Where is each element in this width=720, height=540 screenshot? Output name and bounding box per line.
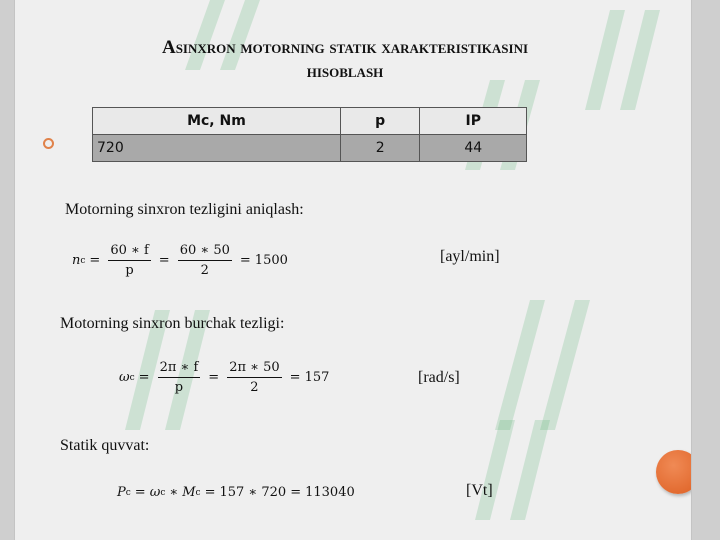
pc-expression: 157 ∗ 720 xyxy=(219,485,287,500)
wc-lhs-sub: c xyxy=(129,372,135,383)
nc-fraction-2: $\frac{60 ∗ 50}{2}$ xyxy=(179,243,230,278)
unit-pc: [Vt] xyxy=(466,482,493,499)
pc-lhs: P xyxy=(117,485,126,500)
nc-lhs: n xyxy=(72,253,81,268)
pc-omega: ω xyxy=(149,485,161,500)
parameters-table xyxy=(92,107,527,162)
unit-wc: [rad/s] xyxy=(418,369,460,386)
cell-ip: 44 xyxy=(420,135,527,162)
pc-moment: M xyxy=(182,485,196,500)
cell-p: 2 xyxy=(340,135,420,162)
wc-lhs: ω xyxy=(119,370,130,385)
nc-fraction-1: $\frac{60 ∗ f}{p}$ xyxy=(110,243,149,278)
slide-title xyxy=(15,36,675,84)
nc-result: 1500 xyxy=(254,253,288,268)
bullet-icon xyxy=(43,138,54,149)
header-mc: Mc, Nm xyxy=(93,108,341,135)
unit-nc: [ayl/min] xyxy=(440,248,500,265)
pc-omega-sub: c xyxy=(160,487,166,498)
pc-result: 113040 xyxy=(305,485,355,500)
pc-lhs-sub: c xyxy=(125,487,131,498)
sync-speed-label: Motorning sinxron tezligini aniqlash: xyxy=(65,201,304,218)
header-ip: IP xyxy=(420,108,527,135)
orange-circle-icon xyxy=(656,450,692,494)
power-label: Statik quvvat: xyxy=(60,437,150,454)
table-header-row xyxy=(93,108,527,135)
nc-lhs-sub: c xyxy=(80,255,86,266)
watermark-logo-icon xyxy=(455,410,565,530)
pc-moment-sub: c xyxy=(195,487,201,498)
formula-wc: ω c = $\frac{2\pi ∗ f}{p}$ = $\frac{2\pi ∗ 50}{2}$ = 157 xyxy=(119,360,330,395)
formula-pc: P c = ω c ∗ M c = 157 ∗ 720 = 113040 xyxy=(117,485,355,500)
wc-result: 157 xyxy=(304,370,330,385)
angular-speed-label: Motorning sinxron burchak tezligi: xyxy=(60,315,285,332)
title-line-2: hisoblash xyxy=(306,61,384,82)
wc-fraction-1: $\frac{2\pi ∗ f}{p}$ xyxy=(159,360,199,395)
header-p: p xyxy=(340,108,420,135)
table-row xyxy=(93,135,527,162)
wc-fraction-2: $\frac{2\pi ∗ 50}{2}$ xyxy=(229,360,280,395)
formula-nc: n c = $\frac{60 ∗ f}{p}$ = $\frac{60 ∗ 50}{2}$ = 1500 xyxy=(72,243,288,278)
slide xyxy=(14,0,692,540)
watermark-logo-icon xyxy=(475,290,605,440)
title-line-1: Asinxron motorning statik xarakteristikasini xyxy=(161,37,529,58)
cell-mc: 720 xyxy=(93,135,341,162)
